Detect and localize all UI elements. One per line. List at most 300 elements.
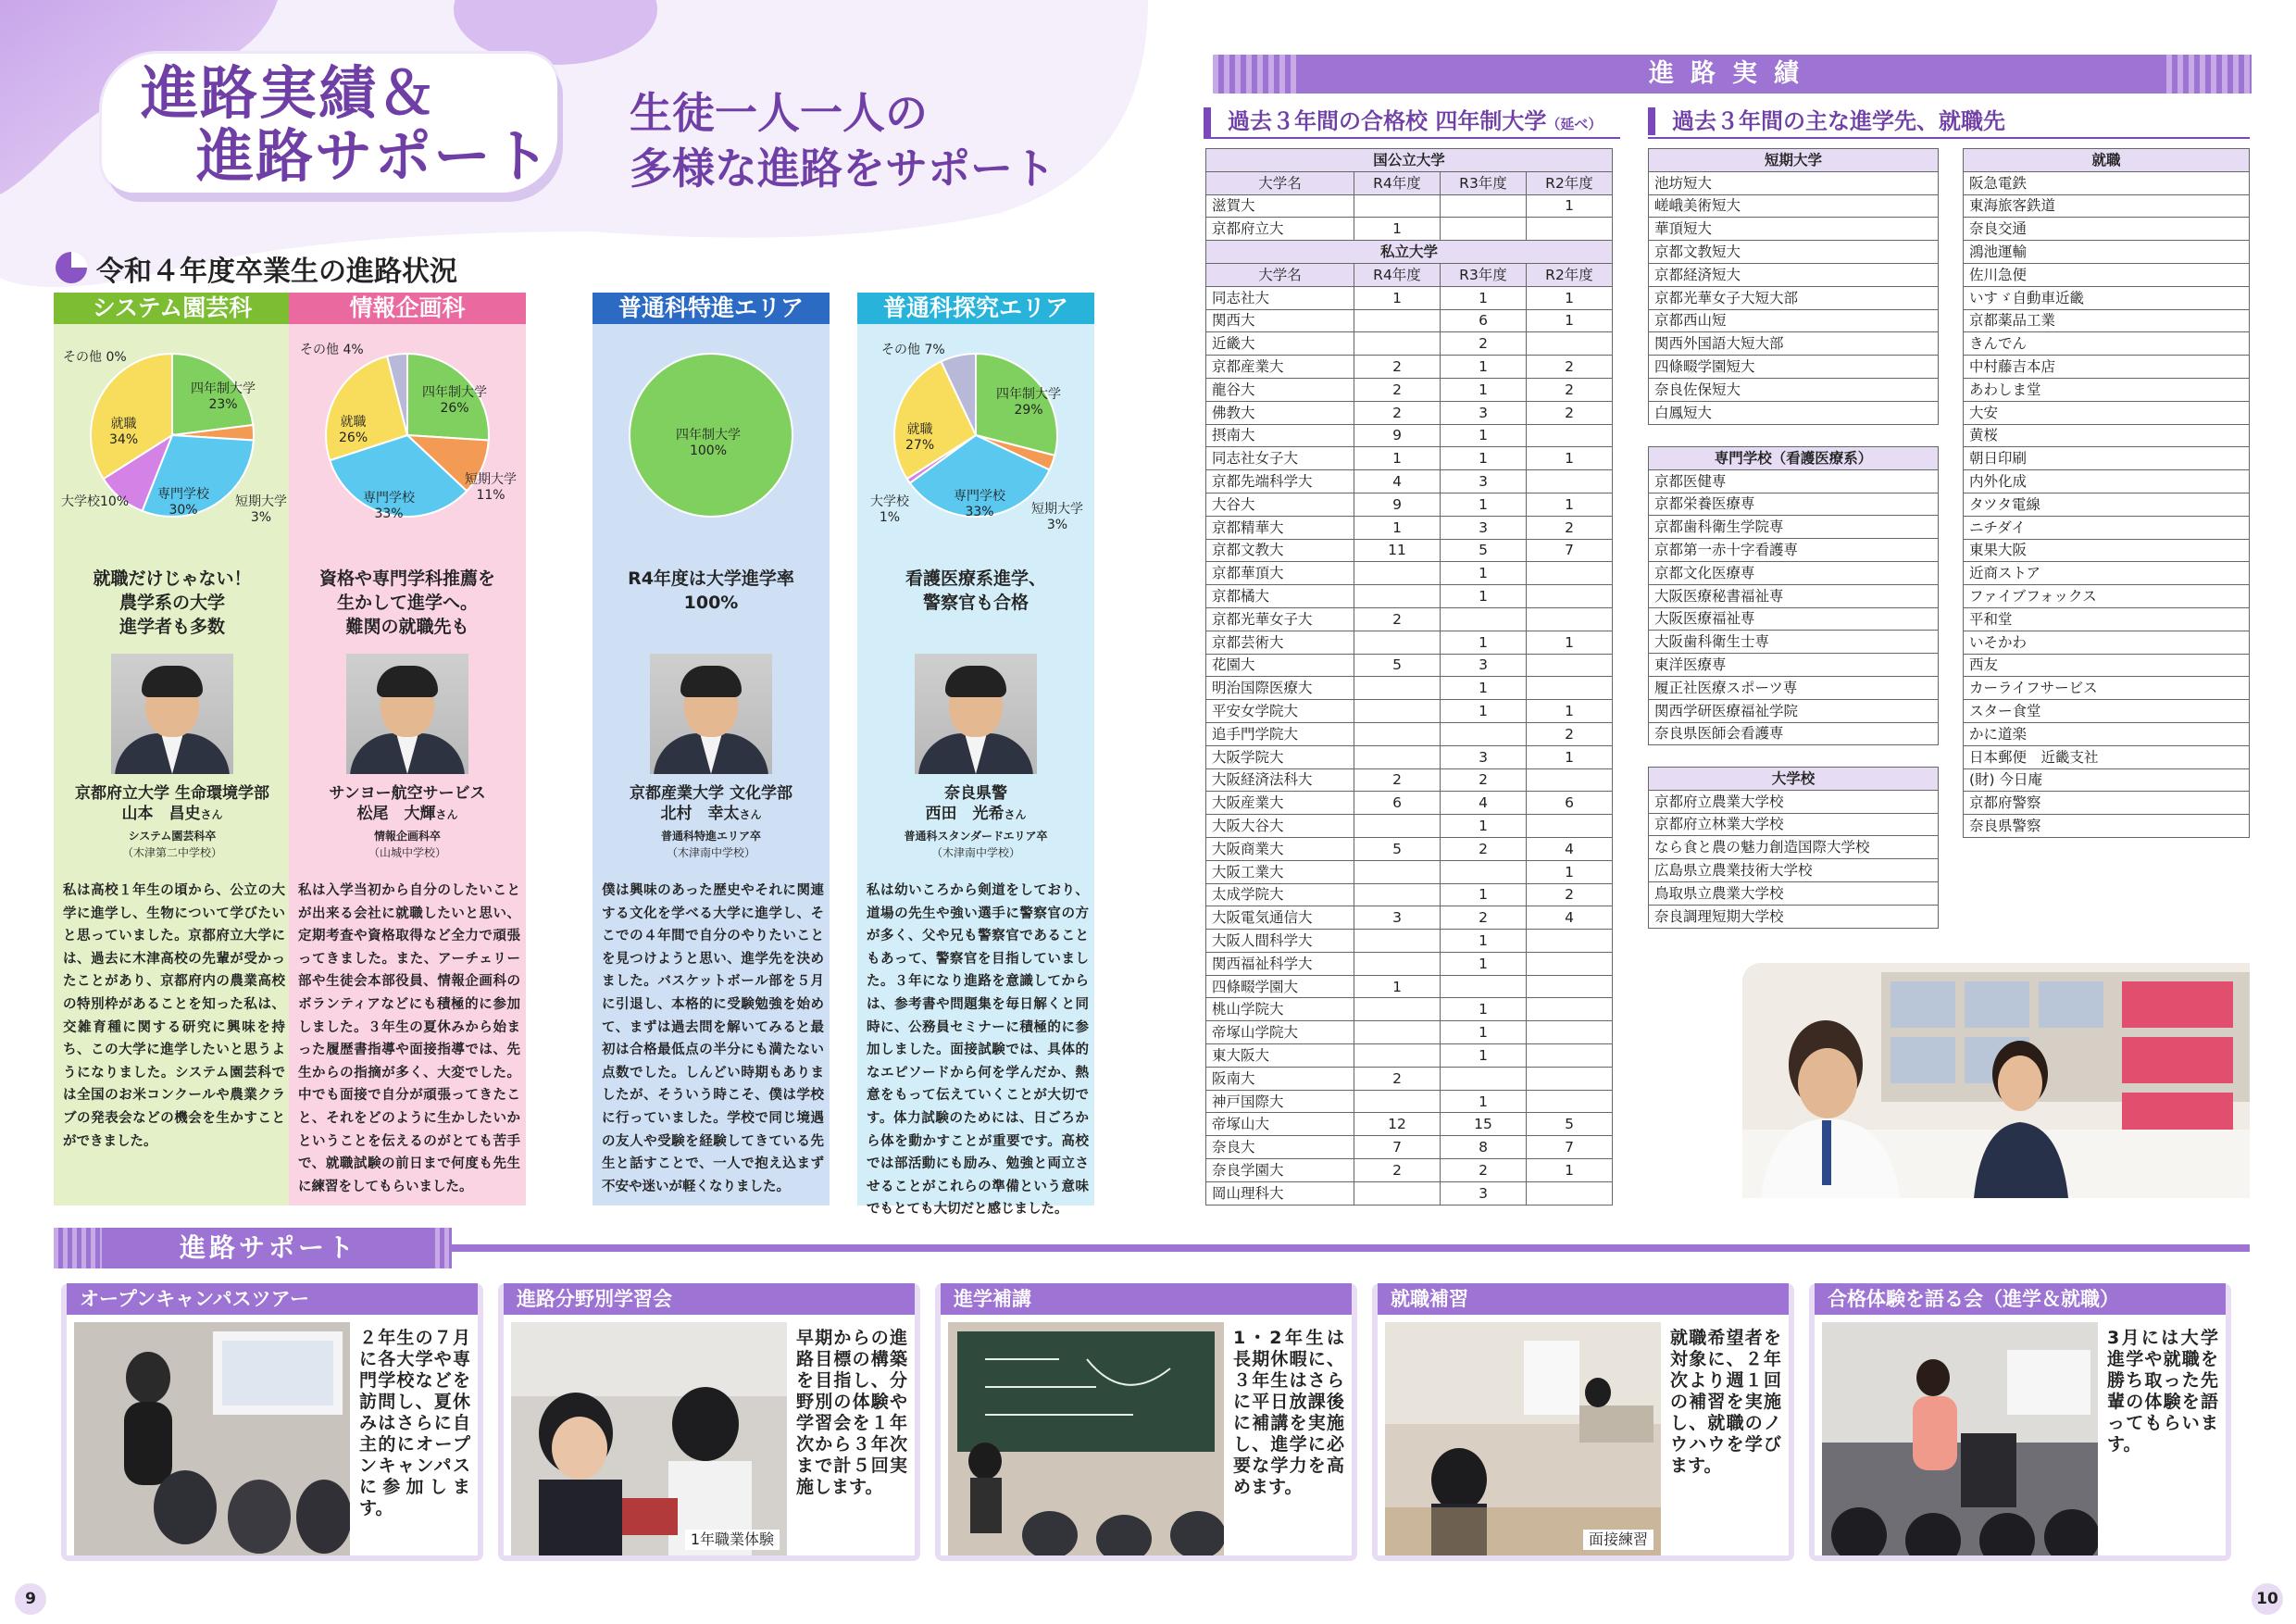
table-cell: 4 xyxy=(1441,792,1527,815)
list-item xyxy=(1964,356,2250,379)
table-cell xyxy=(1527,952,1613,975)
list-item xyxy=(1649,813,1939,836)
department-column xyxy=(289,293,526,1206)
table-cell: R2年度 xyxy=(1527,171,1613,194)
library-photo-art xyxy=(1742,963,2250,1198)
table-cell: 6 xyxy=(1354,792,1441,815)
support-card-title: 進学補講 xyxy=(941,1283,1352,1315)
list-item xyxy=(1649,516,1939,539)
table-cell xyxy=(1354,952,1441,975)
pie-label: 就職 34% xyxy=(109,417,139,447)
table-cell: 5 xyxy=(1441,539,1527,562)
table-cell: 1 xyxy=(1527,493,1613,516)
table-cell: 1 xyxy=(1441,447,1527,470)
table-row xyxy=(1206,792,1613,815)
table-row xyxy=(1206,952,1613,975)
table-cell: 4 xyxy=(1354,470,1441,493)
status-heading: 令和４年度卒業生の進路状況 xyxy=(96,256,457,288)
list-item xyxy=(1649,722,1939,745)
student-name: 西田 光希さん xyxy=(925,805,1027,823)
table-cell xyxy=(1354,700,1441,723)
department-heading: 普通科探究エリア xyxy=(857,293,1094,324)
table-caption-row xyxy=(1649,768,1939,791)
table-row xyxy=(1206,1090,1613,1113)
table-cell: 1 xyxy=(1441,424,1527,447)
support-card-title: 就職補習 xyxy=(1378,1283,1789,1315)
table-cell: 1 xyxy=(1441,815,1527,838)
junior-college-table xyxy=(1648,148,1939,425)
list-item xyxy=(1649,241,1939,264)
college-table xyxy=(1648,767,1939,929)
table-cell: ニチダイ xyxy=(1964,516,2250,539)
vocational-school-table xyxy=(1648,446,1939,745)
list-item xyxy=(1964,470,2250,493)
pie-label: 専門学校 30% xyxy=(157,487,209,518)
list-item xyxy=(1964,539,2250,562)
table-cell xyxy=(1527,677,1613,700)
table-cell: 京都薬品工業 xyxy=(1964,309,2250,332)
table-cell: 1 xyxy=(1441,1090,1527,1113)
table-row xyxy=(1206,424,1613,447)
table-caption: 私立大学 xyxy=(1206,241,1613,264)
table-cell: 2 xyxy=(1354,378,1441,401)
table-cell: あわしま堂 xyxy=(1964,378,2250,401)
list-item xyxy=(1964,585,2250,608)
support-heading: 進路サポート xyxy=(102,1228,435,1268)
support-card-photo xyxy=(1822,1322,2098,1555)
univ-heading xyxy=(1204,107,1602,138)
table-cell: カーライフサービス xyxy=(1964,677,2250,700)
table-row xyxy=(1206,493,1613,516)
student-story: 私は高校１年生の頃から、公立の大学に進学し、生物について学びたいと思っていました。京都府立大学には、過去に木津高校の先輩が受かったことがあり、京都府内の農業高校の特別枠があることを知った私は、交雑育種に関する研究に興味を持ち、この大学に進学したいと思うようになりました。システム園芸科では全国のお米コンクールや農業クラブの発表会などの機会を生かすことができました。 xyxy=(63,883,285,1149)
table-cell: 1 xyxy=(1441,1044,1527,1068)
table-cell xyxy=(1527,470,1613,493)
table-cell: 京都府立農業大学校 xyxy=(1649,790,1939,813)
list-item xyxy=(1649,356,1939,379)
table-cell: 大阪電気通信大 xyxy=(1206,906,1354,930)
table-header-row xyxy=(1206,263,1613,286)
table-cell: 朝日印刷 xyxy=(1964,447,2250,470)
table-cell: R4年度 xyxy=(1354,171,1441,194)
table-cell: 3 xyxy=(1441,470,1527,493)
table-cell: 大阪人間科学大 xyxy=(1206,930,1354,953)
department-catchphrase: 資格や専門学科推薦を 生かして進学へ。 難関の就職先も xyxy=(318,568,495,637)
student-department: 普通科特進エリア卒 xyxy=(660,830,761,843)
department-heading: 普通科特進エリア xyxy=(593,293,830,324)
list-item xyxy=(1964,722,2250,745)
student-photo xyxy=(915,654,1037,774)
table-cell xyxy=(1527,607,1613,631)
table-row xyxy=(1206,401,1613,424)
table-cell xyxy=(1527,975,1613,998)
table-cell: 1 xyxy=(1441,1021,1527,1044)
list-item xyxy=(1649,859,1939,882)
support-card-title: オープンキャンパスツアー xyxy=(67,1283,478,1315)
pie-label: 四年制大学 26% xyxy=(422,385,487,416)
table-cell: R2年度 xyxy=(1527,263,1613,286)
table-cell xyxy=(1354,1181,1441,1205)
univ-heading-text: 過去３年間の合格校 四年制大学 xyxy=(1228,108,1547,134)
table-cell: 3 xyxy=(1441,401,1527,424)
table-cell: 大阪工業大 xyxy=(1206,860,1354,883)
library-photo xyxy=(1742,963,2250,1198)
pie-label: その他 4% xyxy=(300,343,364,357)
pie-label: 四年制大学 100% xyxy=(676,428,741,458)
table-cell: 2 xyxy=(1354,1067,1441,1090)
table-row xyxy=(1206,837,1613,860)
table-cell: 華頂短大 xyxy=(1649,218,1939,241)
table-row xyxy=(1206,516,1613,539)
table-cell: 1 xyxy=(1441,493,1527,516)
table-cell: 1 xyxy=(1527,745,1613,768)
table-cell xyxy=(1354,860,1441,883)
table-row xyxy=(1206,722,1613,745)
table-cell: 2 xyxy=(1527,516,1613,539)
table-cell: 京都西山短 xyxy=(1649,309,1939,332)
table-cell: 1 xyxy=(1527,860,1613,883)
list-item xyxy=(1964,332,2250,356)
table-cell: 四條畷学園大 xyxy=(1206,975,1354,998)
table-cell: 奈良県医師会看護専 xyxy=(1649,722,1939,745)
pie-label: 就職 26% xyxy=(339,415,368,445)
list-item xyxy=(1964,424,2250,447)
table-cell: 鳥取県立農業大学校 xyxy=(1649,881,1939,905)
table-cell: 花園大 xyxy=(1206,654,1354,677)
table-cell: 1 xyxy=(1354,286,1441,309)
support-card-photo xyxy=(74,1322,350,1555)
list-item xyxy=(1649,699,1939,722)
table-cell: 9 xyxy=(1354,493,1441,516)
support-card-title: 合格体験を語る会（進学＆就職） xyxy=(1815,1283,2226,1315)
table-cell xyxy=(1354,309,1441,332)
table-cell: 12 xyxy=(1354,1113,1441,1136)
table-cell: 大阪大谷大 xyxy=(1206,815,1354,838)
table-cell xyxy=(1354,1044,1441,1068)
table-caption-row xyxy=(1649,149,1939,172)
table-cell xyxy=(1527,1044,1613,1068)
table-cell: きんでん xyxy=(1964,332,2250,356)
page-title-line2: 進路サポート xyxy=(196,122,553,190)
table-row xyxy=(1206,356,1613,379)
table-cell: 7 xyxy=(1354,1136,1441,1159)
department-column xyxy=(857,293,1094,1218)
table-cell: 履正社医療スポーツ専 xyxy=(1649,676,1939,699)
department-catchphrase: R4年度は大学進学率 100% xyxy=(628,568,794,613)
support-stripes-left xyxy=(54,1228,102,1268)
list-item xyxy=(1964,194,2250,218)
table-cell: 2 xyxy=(1441,906,1527,930)
support-card-photo xyxy=(511,1322,787,1555)
student-junior-high: （木津南中学校） xyxy=(666,846,755,859)
table-cell: 大阪産業大 xyxy=(1206,792,1354,815)
table-row xyxy=(1206,654,1613,677)
table-cell: 1 xyxy=(1441,883,1527,906)
list-item xyxy=(1649,378,1939,401)
table-cell: かに道楽 xyxy=(1964,722,2250,745)
list-item xyxy=(1964,815,2250,838)
table-cell: 帝塚山学院大 xyxy=(1206,1021,1354,1044)
table-row xyxy=(1206,539,1613,562)
support-card xyxy=(1372,1283,1794,1561)
table-cell: 1 xyxy=(1354,516,1441,539)
list-item xyxy=(1649,836,1939,859)
table-row xyxy=(1206,1067,1613,1090)
support-card xyxy=(498,1283,920,1561)
table-row xyxy=(1206,768,1613,792)
table-cell xyxy=(1354,722,1441,745)
table-cell: いすゞ自動車近畿 xyxy=(1964,286,2250,309)
table-cell: 4 xyxy=(1527,837,1613,860)
table-row xyxy=(1206,1113,1613,1136)
main-heading: 過去３年間の主な進学先、就職先 xyxy=(1648,107,2005,135)
table-cell: 奈良調理短期大学校 xyxy=(1649,905,1939,928)
table-cell: 京都第一赤十字看護専 xyxy=(1649,539,1939,562)
table-cell: 大阪経済法科大 xyxy=(1206,768,1354,792)
table-cell xyxy=(1527,815,1613,838)
table-cell xyxy=(1527,998,1613,1021)
table-cell: 2 xyxy=(1441,768,1527,792)
table-cell: 1 xyxy=(1441,631,1527,654)
table-row xyxy=(1206,677,1613,700)
table-row xyxy=(1206,562,1613,585)
table-cell: 2 xyxy=(1354,356,1441,379)
student-junior-high: （木津第二中学校） xyxy=(121,846,222,859)
table-cell: 京都医健専 xyxy=(1649,469,1939,493)
table-cell xyxy=(1527,562,1613,585)
support-card xyxy=(1809,1283,2231,1561)
table-cell xyxy=(1354,815,1441,838)
table-cell: 2 xyxy=(1354,768,1441,792)
employment-table xyxy=(1963,148,2250,838)
table-cell xyxy=(1441,1067,1527,1090)
table-cell: 奈良大 xyxy=(1206,1136,1354,1159)
table-cell: 1 xyxy=(1441,378,1527,401)
list-item xyxy=(1964,171,2250,194)
table-cell: 阪南大 xyxy=(1206,1067,1354,1090)
student-department: 普通科スタンダードエリア卒 xyxy=(904,830,1048,843)
table-cell: 関西大 xyxy=(1206,309,1354,332)
table-cell: 近商ストア xyxy=(1964,562,2250,585)
table-cell: いそかわ xyxy=(1964,631,2250,654)
support-card-body xyxy=(941,1315,1352,1555)
pie-label: 四年制大学 23% xyxy=(191,381,256,412)
university-table xyxy=(1205,148,1613,1206)
table-row xyxy=(1206,332,1613,356)
table-cell: 8 xyxy=(1441,1136,1527,1159)
table-caption: 専門学校（看護医療系） xyxy=(1649,447,1939,470)
table-row xyxy=(1206,286,1613,309)
table-cell: 4 xyxy=(1527,906,1613,930)
page-title-line1: 進路実績＆ xyxy=(141,59,438,127)
table-cell: 奈良交通 xyxy=(1964,218,2250,241)
table-cell: 1 xyxy=(1441,356,1527,379)
pie-label: 短期大学 3% xyxy=(235,494,287,525)
pie-label: その他 7% xyxy=(881,343,945,357)
list-item xyxy=(1964,263,2250,286)
table-cell: タツタ電線 xyxy=(1964,493,2250,516)
support-card-photo xyxy=(1385,1322,1661,1555)
table-cell: 大阪商業大 xyxy=(1206,837,1354,860)
table-cell xyxy=(1527,424,1613,447)
table-cell: 2 xyxy=(1527,722,1613,745)
table-cell xyxy=(1527,332,1613,356)
table-cell: 佐川急便 xyxy=(1964,263,2250,286)
table-row xyxy=(1206,470,1613,493)
table-cell: 大阪学院大 xyxy=(1206,745,1354,768)
student-story: 私は幼いころから剣道をしており、道場の先生や強い選手に警察官の方が多く、父や兄も警察官であることもあって、警察官を目指していました。３年になり進路を意識してからは、参考書や問題集を毎日解くと同時に、公務員セミナーに積極的に参加しました。面接試験では、具体的なエピソードから何を学んだか、熱意をもって伝えていくことが大切です。体力試験のためには、日ごろから体を動かすことが重要です。高校では部活動にも励み、勉強と両立させることがこれらの準備という意味でもとても大切だと感じました。 xyxy=(867,883,1089,1218)
table-cell: 5 xyxy=(1527,1113,1613,1136)
table-cell: 7 xyxy=(1527,539,1613,562)
list-item xyxy=(1649,676,1939,699)
table-cell: 大阪医療福祉専 xyxy=(1649,607,1939,631)
table-cell: 京都文教短大 xyxy=(1649,241,1939,264)
table-cell: 白鳳短大 xyxy=(1649,401,1939,424)
list-item xyxy=(1649,654,1939,677)
table-cell: R3年度 xyxy=(1441,263,1527,286)
student-junior-high: （木津南中学校） xyxy=(930,846,1020,859)
list-item xyxy=(1964,562,2250,585)
pie-label: その他 0% xyxy=(63,350,127,365)
table-row xyxy=(1206,860,1613,883)
results-banner-title: 進路実績 xyxy=(1649,59,1816,88)
table-cell: 5 xyxy=(1354,837,1441,860)
support-card-title: 進路分野別学習会 xyxy=(504,1283,915,1315)
table-row xyxy=(1206,1159,1613,1182)
student-destination: 奈良県警 xyxy=(944,784,1007,803)
table-cell: 東大阪大 xyxy=(1206,1044,1354,1068)
table-row xyxy=(1206,447,1613,470)
list-item xyxy=(1649,469,1939,493)
table-cell: 1 xyxy=(1527,194,1613,218)
table-cell: 2 xyxy=(1354,1159,1441,1182)
table-cell: 京都光華女子大 xyxy=(1206,607,1354,631)
list-item xyxy=(1964,378,2250,401)
table-cell: 2 xyxy=(1527,401,1613,424)
table-cell: 奈良佐保短大 xyxy=(1649,378,1939,401)
table-cell: 奈良県警察 xyxy=(1964,815,2250,838)
support-card-text: 就職希望者を対象に、２年次より週１回の補習を実施し、就職のノウハウを学びます。 xyxy=(1670,1328,1781,1476)
table-cell: 大谷大 xyxy=(1206,493,1354,516)
list-item xyxy=(1649,286,1939,309)
table-cell xyxy=(1441,722,1527,745)
list-item xyxy=(1649,881,1939,905)
table-caption: 短期大学 xyxy=(1649,149,1939,172)
table-cell: 黄桜 xyxy=(1964,424,2250,447)
table-cell: 京都府立大 xyxy=(1206,218,1354,241)
table-cell: 1 xyxy=(1441,998,1527,1021)
table-cell: 京都栄養医療専 xyxy=(1649,493,1939,516)
table-cell: 1 xyxy=(1441,930,1527,953)
list-item xyxy=(1964,286,2250,309)
table-cell: 京都歯科衛生学院専 xyxy=(1649,516,1939,539)
table-cell: 5 xyxy=(1354,654,1441,677)
table-cell: 1 xyxy=(1527,1159,1613,1182)
table-cell: 3 xyxy=(1354,906,1441,930)
table-cell: 京都華頂大 xyxy=(1206,562,1354,585)
table-cell: 鴻池運輸 xyxy=(1964,241,2250,264)
student-destination: 京都産業大学 文化学部 xyxy=(630,784,792,803)
table-cell: 東果大阪 xyxy=(1964,539,2250,562)
student-destination: 京都府立大学 生命環境学部 xyxy=(75,784,269,803)
table-cell: 桃山学院大 xyxy=(1206,998,1354,1021)
table-header-row xyxy=(1206,171,1613,194)
department-catchphrase: 就職だけじゃない！ 農学系の大学 進学者も多数 xyxy=(93,568,252,637)
list-item xyxy=(1964,700,2250,723)
table-cell: 1 xyxy=(1527,447,1613,470)
table-cell xyxy=(1441,860,1527,883)
list-item xyxy=(1964,768,2250,792)
main-heading-line xyxy=(1648,137,2250,139)
table-cell: 内外化成 xyxy=(1964,470,2250,493)
support-stripes-right xyxy=(435,1228,452,1268)
table-cell xyxy=(1527,585,1613,608)
table-row xyxy=(1206,975,1613,998)
table-row xyxy=(1206,700,1613,723)
table-cell xyxy=(1354,1090,1441,1113)
table-cell: 奈良学園大 xyxy=(1206,1159,1354,1182)
table-cell: 京都経済短大 xyxy=(1649,263,1939,286)
table-caption: 大学校 xyxy=(1649,768,1939,791)
list-item xyxy=(1964,218,2250,241)
table-cell: 1 xyxy=(1441,562,1527,585)
table-row xyxy=(1206,906,1613,930)
table-cell: R3年度 xyxy=(1441,171,1527,194)
table-cell: 佛教大 xyxy=(1206,401,1354,424)
table-cell: 大学名 xyxy=(1206,171,1354,194)
subtitle-line1: 生徒一人一人の xyxy=(630,88,928,138)
table-cell xyxy=(1354,585,1441,608)
list-item xyxy=(1964,401,2250,424)
table-cell: R4年度 xyxy=(1354,263,1441,286)
table-cell: 1 xyxy=(1354,218,1441,241)
list-item xyxy=(1964,631,2250,654)
student-photo xyxy=(111,654,233,774)
table-cell: 京都先端科学大 xyxy=(1206,470,1354,493)
list-item xyxy=(1649,263,1939,286)
student-photo xyxy=(650,654,772,774)
table-cell: スター食堂 xyxy=(1964,700,2250,723)
table-cell: 京都芸術大 xyxy=(1206,631,1354,654)
table-cell xyxy=(1441,218,1527,241)
table-cell: 2 xyxy=(1527,378,1613,401)
table-row xyxy=(1206,585,1613,608)
table-cell: 京都文化医療専 xyxy=(1649,561,1939,584)
table-cell: 1 xyxy=(1354,975,1441,998)
table-cell: 平安女学院大 xyxy=(1206,700,1354,723)
table-cell: 9 xyxy=(1354,424,1441,447)
subtitle-line2: 多様な進路をサポート xyxy=(630,144,1055,194)
support-card-text: 1・2年生は長期休暇に、３年生はさらに平日放課後に補講を実施し、進学に必要な学力を高めます。 xyxy=(1233,1328,1344,1497)
list-item xyxy=(1649,332,1939,356)
pie-label: 四年制大学 29% xyxy=(996,387,1061,418)
support-card-photo xyxy=(948,1322,1224,1555)
list-item xyxy=(1964,654,2250,677)
pie-label: 大学校10% xyxy=(61,494,130,509)
table-cell: なら食と農の魅力創造国際大学校 xyxy=(1649,836,1939,859)
list-item xyxy=(1649,171,1939,194)
table-cell: 東海旅客鉄道 xyxy=(1964,194,2250,218)
list-item xyxy=(1964,677,2250,700)
table-cell: 15 xyxy=(1441,1113,1527,1136)
list-item xyxy=(1964,607,2250,631)
table-row xyxy=(1206,815,1613,838)
list-item xyxy=(1649,194,1939,218)
table-cell xyxy=(1527,1067,1613,1090)
table-cell xyxy=(1354,745,1441,768)
table-row xyxy=(1206,1021,1613,1044)
table-cell: 1 xyxy=(1527,700,1613,723)
support-card xyxy=(61,1283,483,1561)
